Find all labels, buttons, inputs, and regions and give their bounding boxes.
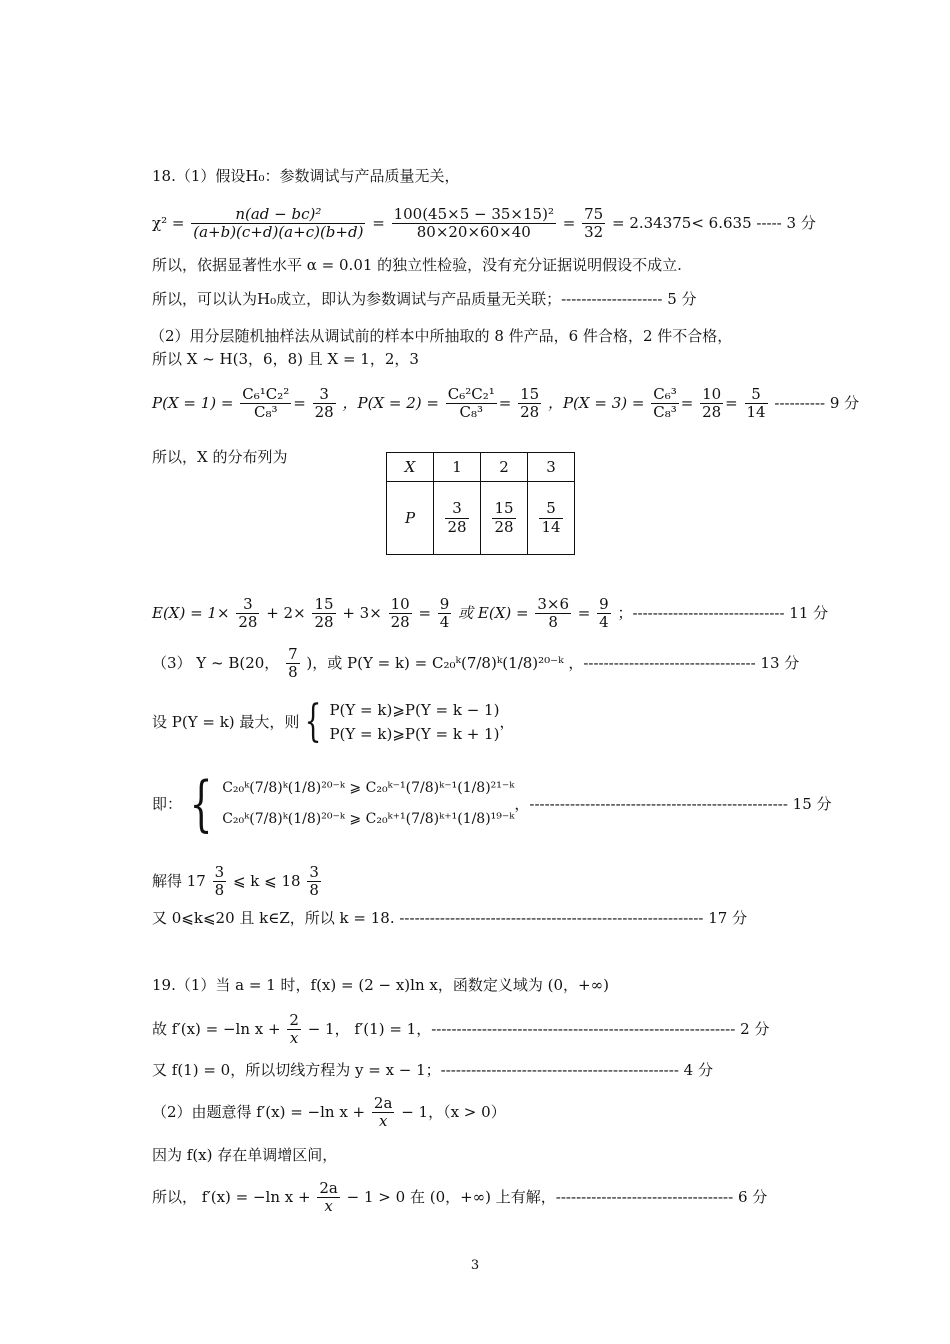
table-header-x: X xyxy=(387,453,434,482)
page-number: 3 xyxy=(470,1258,480,1273)
probability-formulas: P(X = 1) = $\frac{\text{C₆¹C₂²}}{\text{C₈³}}$ = $\frac{3}{28}$ ，P(X = 2) = $\frac{\text{C₆²C₂¹}}{\text{C₈³}}$ = $\frac{15}{28}$ ，P(X = 3) = $\frac{\text{C₆³}}{\text{C₈³}}$ = $\frac{10}{28}$ = $\frac{5}{14}$ ---------- 9 分 xyxy=(152,385,860,422)
p2-combination: $\frac{\text{C₆²C₂¹}}{\text{C₈³}}$ xyxy=(447,385,495,422)
table-header-3: 3 xyxy=(528,453,575,482)
table-header-2: 2 xyxy=(481,453,528,482)
table-cell-p3: $\frac{5}{14}$ xyxy=(528,482,575,555)
chi-fraction-numeric: $\frac{\text{100(45×5 − 35×15)²}}{80\times 20\times 60\times 40}$ xyxy=(393,205,554,242)
q18-conclusion: 所以，可以认为H₀成立，即认为参数调试与产品质量无关联；-------------------- 5 分 xyxy=(152,290,697,308)
chi-square-formula: χ² = $\frac{\text{n(ad − bc)²}}{(a+b)(c+d)(a+c)(b+d)}$ = $\frac{\text{100(45×5 − 35×15)²}}{80\times 20\times 60\times 40}$ = $\frac{75}{32}$ = 2.34375< 6.635 ----- 3 分 xyxy=(152,205,816,242)
q19-derivative: 故 f′(x) = −ln x + $\frac{2}{x}$ − 1， f′(1) = 1，------------------------------------------------------------ 2 分 xyxy=(152,1011,770,1048)
inequality-system: 即： { C₂₀ᵏ(7/8)ᵏ(1/8)²⁰⁻ᵏ ⩾ C₂₀ᵏ⁻¹(7/8)ᵏ⁻¹(1/8)²¹⁻ᵏ C₂₀ᵏ(7/8)ᵏ(1/8)²⁰⁻ᵏ ⩾ C₂₀ᵏ⁺¹(7/8)ᵏ⁺¹(1/8)¹⁹⁻ᵏ ，--------------------------------------------------- 15 分 xyxy=(152,768,832,839)
chi-fraction-result: $\frac{75}{32}$ xyxy=(584,205,604,242)
table-header-1: 1 xyxy=(434,453,481,482)
final-answer: 又 0⩽k⩽20 且 k∈Z，所以 k = 18. ------------------------------------------------------------ 17 分 xyxy=(152,909,748,927)
q18-part2-intro: （2）用分层随机抽样法从调试前的样本中所抽取的 8 件产品，6 件合格，2 件不合格， xyxy=(150,327,733,345)
p1-value: $\frac{3}{28}$ xyxy=(314,385,334,422)
p2-value: $\frac{15}{28}$ xyxy=(520,385,540,422)
table-cell-p1: $\frac{3}{28}$ xyxy=(434,482,481,555)
chi-prefix: χ² = xyxy=(152,213,185,232)
p3-value: $\frac{10}{28}$ xyxy=(702,385,722,422)
table-row-label-p: P xyxy=(387,482,434,555)
q18-hypergeometric: 所以 X ~ H(3，6，8) 且 X = 1，2，3 xyxy=(152,350,419,368)
binomial-formula: （3） Y ~ B(20， $\frac{7}{8}$ )，或 P(Y = k) = C₂₀ᵏ(7/8)ᵏ(1/8)²⁰⁻ᵏ ，---------------------------------- 13 分 xyxy=(152,645,800,682)
p3-combination: $\frac{\text{C₆³}}{\text{C₈³}}$ xyxy=(653,385,677,422)
p1-combination: $\frac{\text{C₆¹C₂²}}{\text{C₈³}}$ xyxy=(242,385,290,422)
chi-tail: = 2.34375< 6.635 ----- 3 分 xyxy=(611,213,816,232)
p3-value-simplified: $\frac{5}{14}$ xyxy=(746,385,766,422)
q18-significance: 所以，依据显著性水平 α = 0.01 的独立性检验，没有充分证据说明假设不成立. xyxy=(152,256,682,274)
q19-inequality: 所以， f′(x) = −ln x + $\frac{2a}{x}$ − 1 > 0 在 (0，+∞) 上有解，----------------------------------- 6 分 xyxy=(152,1179,768,1216)
solution-range: 解得 17 $\frac{3}{8}$ ⩽ k ⩽ 18 $\frac{3}{8}$ xyxy=(152,863,319,900)
expectation-formula: E(X) = 1× $\frac{3}{28}$ + 2× $\frac{15}{28}$ + 3× $\frac{10}{28}$ = $\frac{9}{4}$ 或 E(X) = $\frac{3\times 6}{8}$ = $\frac{9}{4}$ ；------------------------------ 11 分 xyxy=(152,595,829,632)
q19-part1: 19.（1）当 a = 1 时，f(x) = (2 − x)ln x，函数定义域为 (0，+∞) xyxy=(152,976,609,994)
distribution-intro: 所以，X 的分布列为 xyxy=(152,448,288,466)
q19-part2: （2）由题意得 f′(x) = −ln x + $\frac{2a}{x}$ − 1，（x > 0） xyxy=(152,1094,506,1131)
chi-fraction: $\frac{\text{n(ad − bc)²}}{(a+b)(c+d)(a+c)(b+d)}$ xyxy=(193,205,364,242)
q18-hypothesis: 18.（1）假设H₀：参数调试与产品质量无关， xyxy=(152,167,460,185)
max-condition: 设 P(Y = k) 最大，则 { P(Y = k)⩾P(Y = k − 1) P(Y = k)⩾P(Y = k + 1) ， xyxy=(152,696,515,747)
distribution-table xyxy=(386,452,575,555)
table-cell-p2: $\frac{15}{28}$ xyxy=(481,482,528,555)
q19-increasing: 因为 f(x) 存在单调增区间， xyxy=(152,1146,338,1164)
q19-tangent: 又 f(1) = 0，所以切线方程为 y = x − 1；----------------------------------------------- 4 分 xyxy=(152,1061,713,1079)
